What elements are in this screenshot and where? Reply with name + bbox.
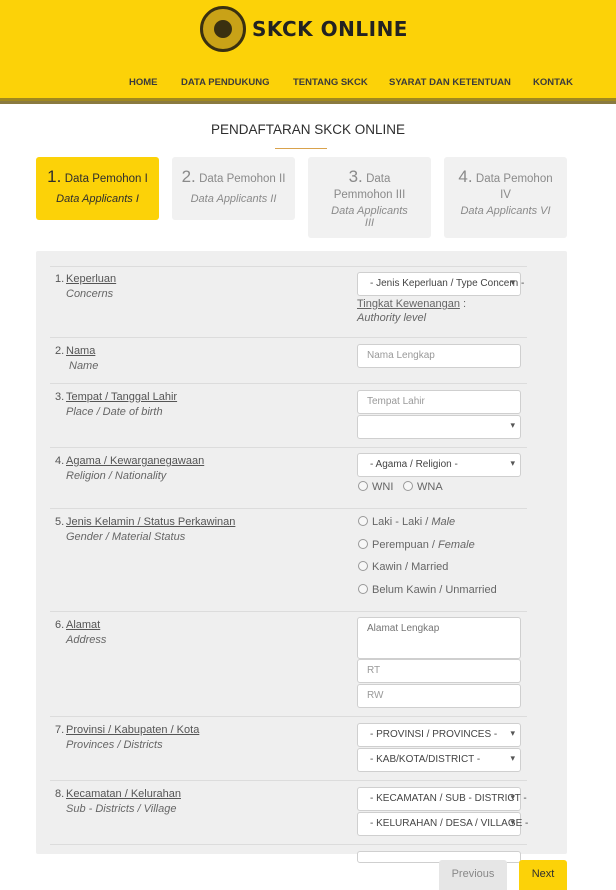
question-provinsi <box>55 724 199 751</box>
radio-female[interactable] <box>358 539 475 551</box>
radio-label: WNA <box>417 481 443 493</box>
authority-label-en: Authority level <box>357 312 427 324</box>
question-label-en: Sub - Districts / Village <box>66 803 177 815</box>
step-sublabel: Data Applicants VI <box>460 205 551 217</box>
question-label-en: Provinces / Districts <box>66 739 163 751</box>
nav-tentang-skck[interactable]: TENTANG SKCK <box>293 77 368 88</box>
nav-kontak[interactable]: KONTAK <box>533 77 573 88</box>
question-number: 2. <box>55 345 65 357</box>
select-value: - KELURAHAN / DESA / VILLAGE - <box>370 818 529 829</box>
radio-label: Belum Kawin / Unmarried <box>372 584 497 596</box>
question-label-en: Concerns <box>66 288 114 300</box>
kecamatan-select[interactable] <box>357 787 527 811</box>
nama-input[interactable] <box>357 344 521 368</box>
radio-circle[interactable] <box>358 539 368 549</box>
radio-circle[interactable] <box>358 481 368 491</box>
nav-data-pendukung[interactable]: DATA PENDUKUNG <box>181 77 270 88</box>
question-number: 8. <box>55 788 65 800</box>
step-4[interactable] <box>444 157 567 238</box>
radio-label-en: Male <box>431 516 456 528</box>
nama-placeholder: Nama Lengkap <box>367 350 435 361</box>
question-label-en: Religion / Nationality <box>66 470 167 482</box>
step-sublabel: Data Applicants III <box>331 205 408 229</box>
step-number: 2. <box>181 167 196 186</box>
radio-wni[interactable] <box>358 481 393 493</box>
select-value: - Agama / Religion - <box>370 459 458 470</box>
radio-label: Laki - Laki / <box>372 516 432 528</box>
header <box>0 0 616 101</box>
radio-circle[interactable] <box>403 481 413 491</box>
row-divider <box>50 266 527 267</box>
question-nama <box>55 345 98 372</box>
question-number: 7. <box>55 724 65 736</box>
tempat-lahir-input[interactable] <box>357 390 521 414</box>
radio-wna[interactable] <box>403 481 443 493</box>
row-divider <box>50 447 527 448</box>
rw-input[interactable] <box>357 684 521 708</box>
radio-circle[interactable] <box>358 584 368 594</box>
page-title: PENDAFTARAN SKCK ONLINE <box>210 122 406 137</box>
step-1[interactable] <box>36 157 159 220</box>
previous-button[interactable]: Previous <box>439 860 507 890</box>
step-label: Data Pemohon IV <box>475 173 553 201</box>
keperluan-select[interactable] <box>357 272 525 296</box>
title-underline <box>275 148 327 149</box>
radio-label-en: Female <box>438 539 475 551</box>
police-emblem-icon <box>200 6 246 52</box>
question-keperluan <box>55 273 116 300</box>
question-gender <box>55 516 235 543</box>
step-label: Data Pemohon I <box>64 173 148 185</box>
header-divider <box>0 101 616 104</box>
radio-label: Perempuan / <box>372 539 439 551</box>
alamat-textarea[interactable] <box>357 617 521 659</box>
row-divider <box>50 383 527 384</box>
radio-circle[interactable] <box>358 561 368 571</box>
authority-label: Tingkat Kewenangan <box>357 298 460 310</box>
question-label-en: Name <box>69 360 99 372</box>
kabupaten-select[interactable] <box>357 748 521 772</box>
question-label-en: Place / Date of birth <box>66 406 163 418</box>
radio-male[interactable] <box>358 516 455 528</box>
question-label: Provinsi / Kabupaten / Kota <box>66 724 200 736</box>
question-agama <box>55 455 204 482</box>
select-value: - KECAMATAN / SUB - DISTRICT - <box>370 793 527 804</box>
row-divider <box>50 611 527 612</box>
question-number: 3. <box>55 391 65 403</box>
step-number: 3. <box>348 167 363 186</box>
question-label-en: Gender / Material Status <box>66 531 186 543</box>
provinsi-select[interactable] <box>357 723 521 747</box>
select-value: - KAB/KOTA/DISTRICT - <box>370 754 481 765</box>
next-button[interactable]: Next <box>519 860 567 890</box>
step-sublabel: Data Applicants I <box>56 193 139 205</box>
tempat-lahir-placeholder: Tempat Lahir <box>367 396 425 407</box>
radio-unmarried[interactable] <box>358 584 497 596</box>
row-divider <box>50 780 527 781</box>
kelurahan-select[interactable] <box>357 812 529 836</box>
step-2[interactable] <box>172 157 295 220</box>
step-sublabel: Data Applicants II <box>190 193 277 205</box>
step-number: 1. <box>47 167 62 186</box>
question-number: 5. <box>55 516 65 528</box>
nav-syarat[interactable]: SYARAT DAN KETENTUAN <box>389 77 511 88</box>
question-alamat <box>55 619 106 646</box>
logo[interactable] <box>200 6 408 52</box>
row-divider <box>50 337 527 338</box>
row-divider <box>50 716 527 717</box>
question-label: Kecamatan / Kelurahan <box>66 788 181 800</box>
step-number: 4. <box>458 167 473 186</box>
question-label: Keperluan <box>66 273 117 285</box>
radio-label: Kawin / Married <box>372 561 449 573</box>
question-label-en: Address <box>66 634 107 646</box>
question-label: Alamat <box>66 619 101 631</box>
question-kecamatan <box>55 788 181 815</box>
rt-input[interactable] <box>357 659 521 683</box>
main-nav <box>0 77 616 91</box>
rw-placeholder: RW <box>367 690 384 701</box>
radio-circle[interactable] <box>358 516 368 526</box>
authority-level <box>357 298 466 324</box>
row-divider <box>50 844 527 845</box>
nav-home[interactable]: HOME <box>129 77 158 88</box>
step-label: Data Pemohon II <box>199 173 286 185</box>
question-ttl <box>55 391 177 418</box>
select-value: - Jenis Keperluan / Type Concern - <box>370 278 525 289</box>
brand-name: SKCK ONLINE <box>252 17 408 41</box>
tanggal-lahir-select[interactable] <box>357 415 521 439</box>
step-label: Data Pemmohon III <box>333 173 406 201</box>
question-label: Agama / Kewarganegawaan <box>66 455 205 467</box>
radio-married[interactable] <box>358 561 448 573</box>
question-label: Nama <box>66 345 96 357</box>
agama-select[interactable] <box>357 453 521 477</box>
row-divider <box>50 508 527 509</box>
question-label: Tempat / Tanggal Lahir <box>66 391 178 403</box>
question-number: 1. <box>55 273 65 285</box>
question-number: 4. <box>55 455 65 467</box>
select-value: - PROVINSI / PROVINCES - <box>370 729 498 740</box>
authority-colon: : <box>459 298 467 310</box>
radio-label: WNI <box>372 481 394 493</box>
question-label: Jenis Kelamin / Status Perkawinan <box>66 516 236 528</box>
rt-placeholder: RT <box>367 665 381 676</box>
question-number: 6. <box>55 619 65 631</box>
step-3[interactable] <box>308 157 431 238</box>
